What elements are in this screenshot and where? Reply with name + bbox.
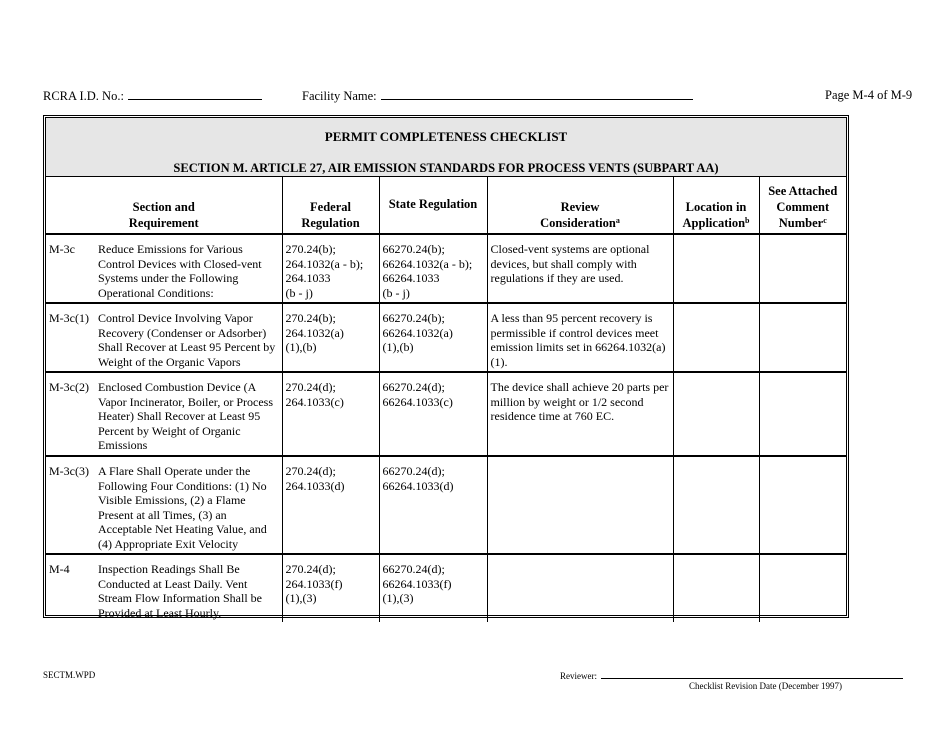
- table-row: [46, 303, 846, 372]
- section-requirement-cell: [46, 554, 282, 622]
- section-requirement-cell: [46, 303, 282, 372]
- col-header-review: Review Consideration$^a$: [487, 176, 673, 234]
- location-in-application-cell[interactable]: [673, 372, 759, 456]
- section-id: M-4: [49, 562, 70, 576]
- requirement-text: Enclosed Combustion Device (A Vapor Incinerator, Boiler, or Process Heater) Shall Recover at Least 95 Percent by Weight of Organic Emissions: [98, 380, 273, 452]
- page-number: Page M-4 of M-9: [825, 88, 913, 102]
- col-header-federal: Federal Regulation: [282, 176, 379, 234]
- state-regulation-cell: 66270.24(d); 66264.1033(c): [379, 372, 487, 456]
- checklist-table: [46, 176, 846, 622]
- comment-number-cell[interactable]: [759, 554, 846, 622]
- location-in-application-cell[interactable]: [673, 554, 759, 622]
- reviewer-field: [560, 670, 903, 681]
- table-row: [46, 456, 846, 554]
- requirement-text: Inspection Readings Shall Be Conducted at Least Daily. Vent Stream Flow Information Shall be Provided at Least Hourly.: [98, 562, 262, 620]
- federal-regulation-cell: 270.24(d); 264.1033(d): [282, 456, 379, 554]
- section-requirement-cell: [46, 234, 282, 303]
- state-regulation-cell: 66270.24(b); 66264.1032(a) (1),(b): [379, 303, 487, 372]
- section-id: M-3c(3): [49, 464, 89, 478]
- section-requirement-cell: [46, 372, 282, 456]
- section-requirement-cell: [46, 456, 282, 554]
- facility-name-label: Facility Name:: [302, 89, 377, 103]
- col-header-state: State Regulation: [379, 176, 487, 234]
- comment-number-cell[interactable]: [759, 372, 846, 456]
- location-in-application-cell[interactable]: [673, 303, 759, 372]
- requirement-text: Control Device Involving Vapor Recovery (Condenser or Adsorber) Shall Recover at Least 95 Percent by Weight of the Organic Vapors: [98, 311, 276, 369]
- location-in-application-cell[interactable]: [673, 456, 759, 554]
- title-area: [46, 118, 846, 177]
- revision-date: Checklist Revision Date (December 1997): [689, 681, 842, 691]
- state-regulation-cell: 66270.24(b); 66264.1032(a - b); 66264.1033 (b - j): [379, 234, 487, 303]
- table-row: [46, 554, 846, 622]
- section-title: SECTION M. ARTICLE 27, AIR EMISSION STANDARDS FOR PROCESS VENTS (SUBPART AA): [173, 161, 719, 175]
- file-name: SECTM.WPD: [43, 670, 96, 680]
- section-id: M-3c: [49, 242, 75, 256]
- rcra-id-field: [43, 88, 262, 104]
- federal-regulation-cell: 270.24(d); 264.1033(f) (1),(3): [282, 554, 379, 622]
- review-consideration-cell: [487, 456, 673, 554]
- table-row: [46, 234, 846, 303]
- col-header-location: Location in Application$^b$: [673, 176, 759, 234]
- rcra-id-label: RCRA I.D. No.:: [43, 89, 124, 103]
- federal-regulation-cell: 270.24(b); 264.1032(a) (1),(b): [282, 303, 379, 372]
- requirement-text: A Flare Shall Operate under the Following Four Conditions: (1) No Visible Emissions, (2) a Flame Present at all Times, (3) an Acceptable Net Heating Value, and (4) Appropriate Exit Velocity: [98, 464, 267, 551]
- state-regulation-cell: 66270.24(d); 66264.1033(f) (1),(3): [379, 554, 487, 622]
- facility-name-field: [302, 88, 693, 104]
- col-header-comment: See Attached Comment Number$^c$: [759, 176, 846, 234]
- section-id: M-3c(1): [49, 311, 89, 325]
- review-consideration-cell: Closed-vent systems are optional devices, but shall comply with regulations if they are used.: [487, 234, 673, 303]
- reviewer-blank: [601, 670, 903, 679]
- comment-number-cell[interactable]: [759, 303, 846, 372]
- location-in-application-cell[interactable]: [673, 234, 759, 303]
- checklist-title: PERMIT COMPLETENESS CHECKLIST: [324, 129, 568, 144]
- review-consideration-cell: The device shall achieve 20 parts per million by weight or 1/2 second residence time at 760 EC.: [487, 372, 673, 456]
- col-header-section: Section and Requirement: [46, 176, 282, 234]
- rcra-id-blank: [128, 88, 262, 100]
- comment-number-cell[interactable]: [759, 456, 846, 554]
- state-regulation-cell: 66270.24(d); 66264.1033(d): [379, 456, 487, 554]
- table-header-row: [46, 176, 846, 234]
- reviewer-label: Reviewer:: [560, 671, 597, 681]
- facility-name-blank: [381, 88, 693, 100]
- federal-regulation-cell: 270.24(b); 264.1032(a - b); 264.1033 (b - j): [282, 234, 379, 303]
- requirement-text: Reduce Emissions for Various Control Devices with Closed-vent Systems under the Following Operational Conditions:: [98, 242, 262, 300]
- comment-number-cell[interactable]: [759, 234, 846, 303]
- section-id: M-3c(2): [49, 380, 89, 394]
- review-consideration-cell: A less than 95 percent recovery is permissible if control devices meet emission limits set in 66264.1032(a)(1).: [487, 303, 673, 372]
- checklist-frame: [43, 115, 849, 618]
- review-consideration-cell: [487, 554, 673, 622]
- table-row: [46, 372, 846, 456]
- federal-regulation-cell: 270.24(d); 264.1033(c): [282, 372, 379, 456]
